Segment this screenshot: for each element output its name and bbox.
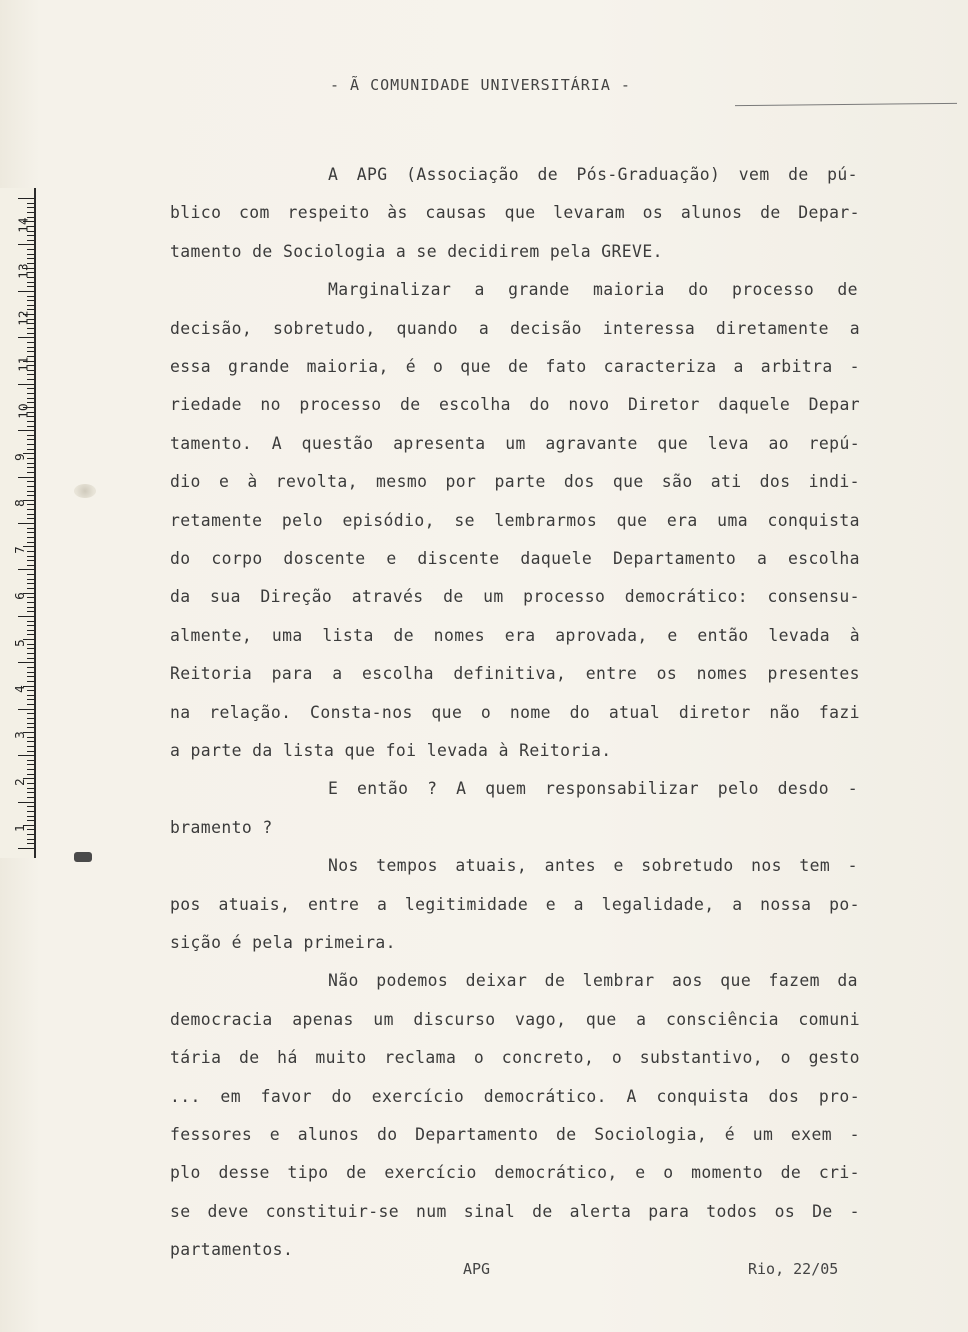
ruler-tick [18,477,34,478]
ruler-tick [27,634,34,635]
text-line: decisão, sobretudo, quando a decisão interessa diretamente a [170,318,860,338]
ruler-tick [27,579,34,580]
ruler-tick [27,839,34,840]
ruler-tick [27,235,34,236]
ruler-tick [27,421,34,422]
ruler-tick [27,764,34,765]
ruler-tick [18,337,34,338]
ruler-number: 1 [12,824,27,833]
ruler-tick [27,254,34,255]
ruler-tick [27,486,34,487]
ruler-number: 13 [16,263,31,280]
ruler-number: 3 [12,731,27,740]
ruler-number: 8 [12,499,27,508]
ruler-tick [18,755,34,756]
ruler-tick [27,816,34,817]
ruler-tick [27,249,34,250]
text-line: blico com respeito às causas que levaram os alunos de Depar- [170,203,860,223]
ruler-tick [27,667,34,668]
ruler-tick [27,207,34,208]
ruler-number: 10 [16,402,31,419]
text-line: do corpo doscente e discente daquele Departamento a escolha [170,549,860,568]
ruler-tick [27,537,34,538]
document-title: - Ã COMUNIDADE UNIVERSITÁRIA - [330,76,631,94]
ruler-tick [27,625,34,626]
measuring-ruler [0,188,36,858]
ruler-tick [27,212,34,213]
ruler-tick [27,699,34,700]
text-line: sição é pela primeira. [170,933,396,952]
ruler-tick [27,532,34,533]
text-line: Não podemos deixar de lembrar aos que fazem da [328,971,858,991]
ruler-tick [27,621,34,622]
ruler-tick [27,300,34,301]
ruler-tick [27,797,34,798]
text-line: retamente pelo episódio, se lembrarmos que era uma conquista [170,510,860,530]
ruler-tick [27,783,34,784]
text-line: almente, uma lista de nomes era aprovada, e então levada à [170,625,860,645]
ruler-tick [18,848,34,849]
ruler-tick [27,718,34,719]
ruler-tick [27,296,34,297]
text-line: Reitoria para a escolha definitiva, entre os nomes presentes [170,664,860,684]
ruler-tick [27,607,34,608]
text-line: democracia apenas um discurso vago, que a consciência comuni [170,1009,860,1029]
ruler-tick [27,449,34,450]
text-line: Nos tempos atuais, antes e sobretudo nos tem - [328,856,858,876]
ruler-tick [27,426,34,427]
ruler-tick [27,574,34,575]
ruler-tick [27,695,34,696]
ruler-tick [27,737,34,738]
punch-hole [74,484,96,498]
text-line: dio e à revolta, mesmo por parte dos que são ati dos indi- [170,472,860,492]
ruler-tick [18,244,34,245]
ruler-tick [27,282,34,283]
text-line: essa grande maioria, é o que de fato caracteriza a arbitra - [170,357,860,376]
punch-mark [74,852,92,862]
ruler-tick [27,463,34,464]
ruler-tick [27,491,34,492]
text-line: na relação. Consta-nos que o nome do atual diretor não fazi [170,702,860,722]
ruler-tick [27,834,34,835]
text-line: da sua Direção através de um processo democrático: consensu- [170,587,860,607]
ruler-tick [27,374,34,375]
text-line: tamento. A questão apresenta um agravante que leva ao repú- [170,433,860,453]
ruler-tick [27,588,34,589]
ruler-tick [27,439,34,440]
ruler-tick [27,843,34,844]
ruler-tick [27,723,34,724]
ruler-tick [27,597,34,598]
ruler-number: 4 [12,685,27,693]
ruler-tick [27,286,34,287]
ruler-tick [27,203,34,204]
ruler-tick [27,560,34,561]
text-line: tamento de Sociologia a se decidirem pela GREVE. [170,241,663,261]
title-rule [735,103,957,106]
ruler-tick [27,741,34,742]
ruler-tick [27,333,34,334]
ruler-tick [27,305,34,306]
ruler-tick [18,430,34,431]
text-line: E então ? A quem responsabilizar pelo desdo - [328,779,858,799]
ruler-tick [27,347,34,348]
ruler-number: 5 [12,638,27,647]
ruler-tick [27,458,34,459]
ruler-tick [27,504,34,505]
ruler-tick [27,509,34,510]
text-line: pos atuais, entre a legitimidade e a legalidade, a nossa po- [170,894,860,914]
text-line: plo desse tipo de exercício democrático, e o momento de cri- [170,1163,860,1183]
ruler-tick [27,565,34,566]
ruler-tick [27,751,34,752]
text-line: A APG (Associação de Pós-Graduação) vem de pú- [328,165,858,184]
ruler-tick [27,328,34,329]
text-line: riedade no processo de escolha do novo Diretor daquele Depar [170,395,860,415]
ruler-tick [18,291,34,292]
ruler-tick [18,569,34,570]
ruler-tick [27,472,34,473]
text-line: ... em favor do exercício democrático. A conquista dos pro- [170,1086,860,1106]
ruler-number: 9 [12,453,27,461]
ruler-tick [27,653,34,654]
ruler-tick [27,829,34,830]
ruler-number: 12 [16,310,31,326]
ruler-tick [27,760,34,761]
ruler-tick [27,495,34,496]
text-line: Marginalizar a grande maioria do processo de [328,280,858,300]
ruler-tick [27,681,34,682]
ruler-tick [27,514,34,515]
ruler-tick [27,746,34,747]
ruler-tick [27,379,34,380]
ruler-tick [18,616,34,617]
ruler-tick [27,444,34,445]
ruler-tick [27,806,34,807]
ruler-tick [18,662,34,663]
ruler-tick [27,481,34,482]
ruler-tick [18,198,34,199]
ruler-tick [27,672,34,673]
ruler-tick [27,769,34,770]
ruler-tick [27,658,34,659]
ruler-tick [27,240,34,241]
ruler-number: 2 [12,777,27,786]
ruler-tick [27,648,34,649]
ruler-tick [27,774,34,775]
ruler-tick [27,388,34,389]
ruler-tick [27,551,34,552]
text-line: partamentos. [170,1240,294,1260]
ruler-tick [18,802,34,803]
ruler-tick [27,611,34,612]
place-date: Rio, 22/05 [748,1260,839,1278]
ruler-tick [27,788,34,789]
ruler-tick [27,556,34,557]
ruler-tick [27,393,34,394]
ruler-tick [27,467,34,468]
text-line: fessores e alunos do Departamento de Sociologia, é um exem - [170,1125,860,1144]
ruler-tick [27,258,34,259]
ruler-tick [27,630,34,631]
ruler-tick [27,713,34,714]
text-line: tária de há muito reclama o concreto, o substantivo, o gesto [170,1048,860,1068]
ruler-tick [27,792,34,793]
ruler-tick [18,709,34,710]
ruler-tick [27,342,34,343]
ruler-number: 11 [16,356,31,372]
ruler-tick [27,644,34,645]
text-line: se deve constituir-se num sinal de alerta para todos os De - [170,1201,860,1221]
text-line: a parte da lista que foi levada à Reitoria. [170,741,612,760]
ruler-tick [27,542,34,543]
text-line: bramento ? [170,817,273,837]
ruler-tick [27,602,34,603]
ruler-number: 6 [12,592,27,601]
ruler-tick [27,676,34,677]
ruler-tick [27,435,34,436]
ruler-tick [27,518,34,519]
ruler-tick [27,583,34,584]
ruler-tick [27,727,34,728]
ruler-tick [27,820,34,821]
ruler-tick [27,398,34,399]
ruler-number: 7 [12,545,27,554]
ruler-tick [27,704,34,705]
ruler-tick [27,811,34,812]
ruler-tick [27,528,34,529]
ruler-tick [27,690,34,691]
ruler-tick [18,384,34,385]
ruler-number: 14 [16,217,31,233]
ruler-tick [27,351,34,352]
ruler-tick [18,523,34,524]
signature: APG [463,1260,491,1278]
